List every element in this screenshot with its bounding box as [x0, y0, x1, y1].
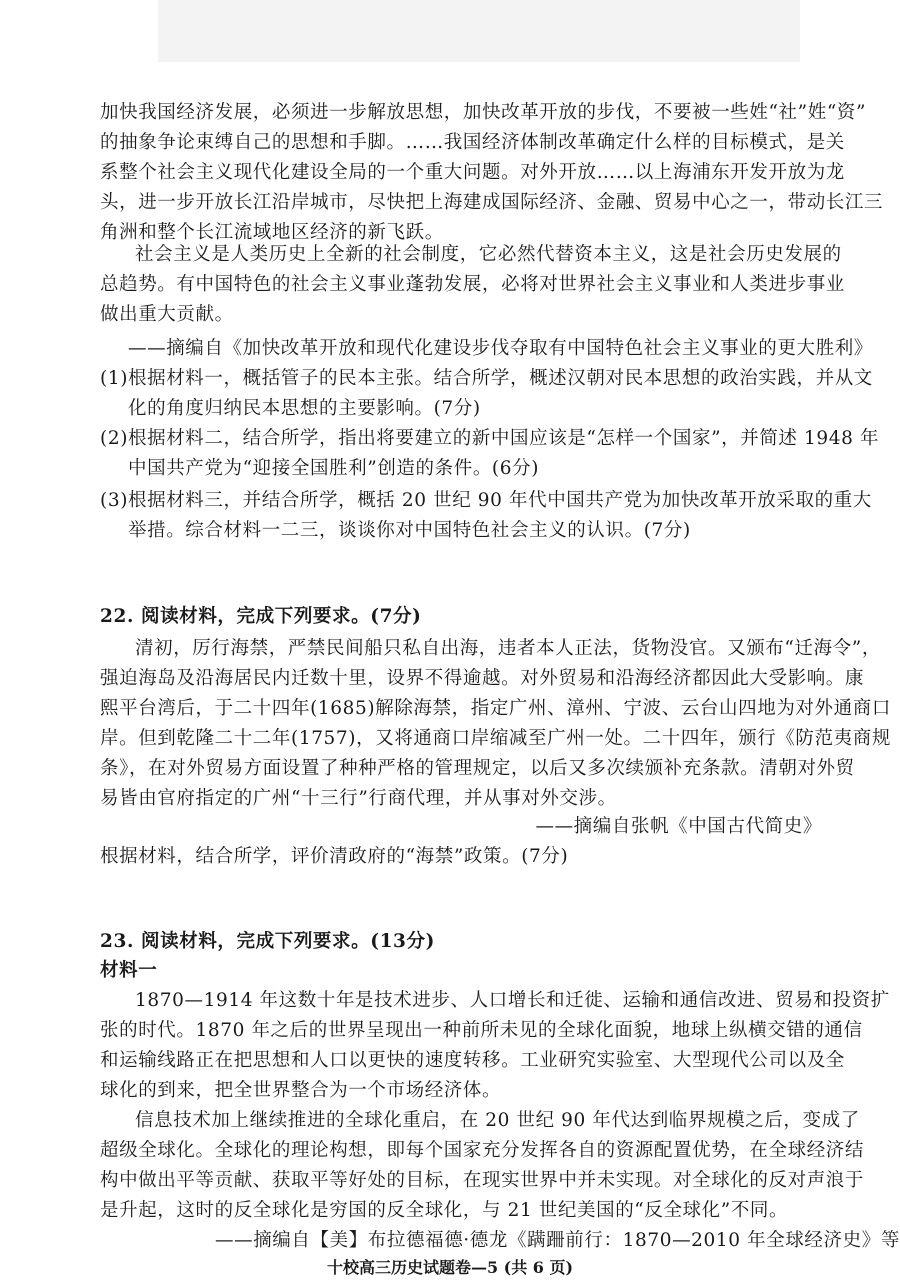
material3-line: 的抽象争论束缚自己的思想和手脚。……我国经济体制改革确定什么样的目标模式，是关 — [100, 132, 845, 153]
material3-line: 做出重大贡献。 — [100, 304, 234, 325]
question-23-material: 1870—1914 年这数十年是技术进步、人口增长和迁徙、运输和通信改进、贸易和投资扩 — [135, 990, 890, 1011]
question-23-heading: 23. 阅读材料，完成下列要求。(13分) — [100, 931, 435, 952]
question-22-material: 易皆由官府指定的广州“十三行”行商代理，并从事对外交涉。 — [100, 788, 617, 809]
material3-line: 角洲和整个长江流域地区经济的新飞跃。 — [100, 222, 444, 243]
material3-line: 总趋势。有中国特色的社会主义事业蓬勃发展，必将对世界社会主义事业和人类进步事业 — [100, 274, 845, 295]
question-22-heading: 22. 阅读材料，完成下列要求。(7分) — [100, 606, 422, 627]
question-23-material: 信息技术加上继续推进的全球化重启，在 20 世纪 90 年代达到临界规模之后，变成了 — [135, 1110, 860, 1131]
question-22-material: 岸。但到乾隆二十二年(1757)，又将通商口岸缩减至广州一处。二十四年，颁行《防范夷商规 — [100, 728, 891, 749]
material3-line: 社会主义是人类历史上全新的社会制度，它必然代替资本主义，这是社会历史发展的 — [135, 244, 842, 265]
question-22-material: 条》，在对外贸易方面设置了种种严格的管理规定，以后又多次续颁补充条款。清朝对外贸 — [100, 758, 855, 779]
question-23-citation: ——摘编自【美】布拉德福德·德龙《蹒跚前行：1870—2010 年全球经济史》等 — [215, 1230, 900, 1251]
question-21-3: 举措。综合材料一二三，谈谈你对中国特色社会主义的认识。(7分) — [128, 520, 691, 541]
question-23-material: 和运输线路正在把思想和人口以更快的速度转移。工业研究实验室、大型现代公司以及全 — [100, 1050, 845, 1071]
question-21-1: 化的角度归纳民本思想的主要影响。(7分) — [128, 398, 481, 419]
question-22-material: 熙平台湾后，于二十四年(1685)解除海禁，指定广州、漳州、宁波、云台山四地为对外通商口 — [100, 698, 891, 719]
question-21-3: (3)根据材料三，并结合所学，概括 20 世纪 90 年代中国共产党为加快改革开放采取的重大 — [100, 490, 872, 511]
question-21-1: (1)根据材料一，概括管子的民本主张。结合所学，概述汉朝对民本思想的政治实践，并从文 — [100, 368, 873, 389]
material3-citation: ——摘编自《加快改革开放和现代化建设步伐夺取有中国特色社会主义事业的更大胜利》 — [128, 338, 873, 359]
question-23-material: 球化的到来，把全世界整合为一个市场经济体。 — [100, 1080, 502, 1101]
material3-line: 系整个社会主义现代化建设全局的一个重大问题。对外开放……以上海浦东开发开放为龙 — [100, 162, 845, 183]
page-footer: 十校高三历史试题卷—5 (共 6 页) — [326, 1258, 574, 1277]
question-22-material: 清初，厉行海禁，严禁民间船只私自出海，违者本人正法，货物没官。又颁布“迁海令”， — [135, 638, 881, 659]
question-23-material: 张的时代。1870 年之后的世界呈现出一种前所未见的全球化面貌，地球上纵横交错的通信 — [100, 1020, 863, 1041]
material3-line: 加快我国经济发展，必须进一步解放思想，加快改革开放的步伐，不要被一些姓“社”姓“资” — [100, 102, 867, 123]
question-21-2: (2)根据材料二，结合所学，指出将要建立的新中国应该是“怎样一个国家”，并简述 1948 年 — [100, 428, 880, 449]
scan-header-strip — [158, 0, 800, 62]
material1-label: 材料一 — [100, 960, 158, 981]
question-23-material: 构中做出平等贡献、获取平等好处的目标，在现实世界中并未实现。对全球化的反对声浪于 — [100, 1170, 865, 1191]
question-22-material: 强迫海岛及沿海居民内迁数十里，设界不得逾越。对外贸易和沿海经济都因此大受影响。康 — [100, 668, 865, 689]
question-23-material: 是升起，这时的反全球化是穷国的反全球化，与 21 世纪美国的“反全球化”不同。 — [100, 1200, 789, 1221]
question-21-2: 中国共产党为“迎接全国胜利”创造的条件。(6分) — [128, 458, 540, 479]
material3-line: 头，进一步开放长江沿岸城市，尽快把上海建成国际经济、金融、贸易中心之一，带动长江三 — [100, 192, 884, 213]
question-22-prompt: 根据材料，结合所学，评价清政府的“海禁”政策。(7分) — [100, 846, 569, 867]
question-23-material: 超级全球化。全球化的理论构想，即每个国家充分发挥各自的资源配置优势，在全球经济结 — [100, 1140, 865, 1161]
question-22-citation: ——摘编自张帆《中国古代简史》 — [535, 816, 822, 837]
